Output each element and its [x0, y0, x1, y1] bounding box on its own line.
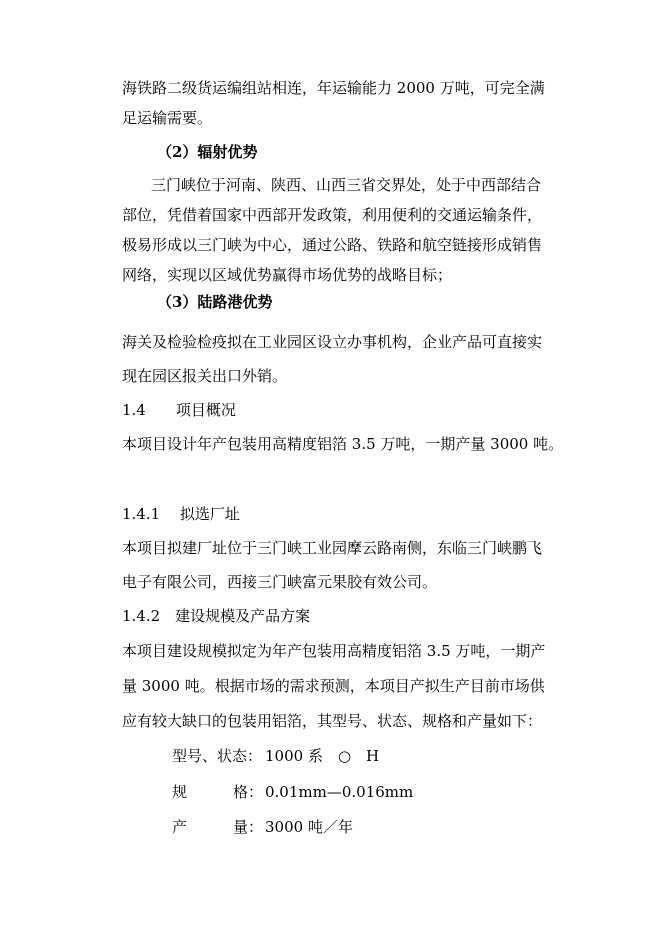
paragraph-line: 部位，凭借着国家中西部开发政策，利用便利的交通运输条件， — [122, 206, 543, 224]
paragraph-line: 海铁路二级货运编组站相连，年运输能力 2000 万吨，可完全满 — [122, 79, 545, 97]
section-heading-1-4-2: 1.4.2 建设规模及产品方案 — [122, 607, 311, 625]
paragraph-line: 足运输需要。 — [122, 109, 213, 127]
paragraph-line: 量 3000 吨。根据市场的需求预测，本项目产拟生产目前市场供 — [122, 677, 545, 695]
spec-size-label-suffix: 格： — [233, 783, 264, 801]
paragraph-line: 电子有限公司，西接三门峡富元果胶有效公司。 — [122, 573, 438, 591]
spec-size-label: 规 — [172, 783, 188, 801]
spec-type-label: 型号、状态： — [172, 747, 263, 765]
spec-output-label: 产 — [172, 818, 188, 836]
spec-output-value: 3000 吨／年 — [265, 818, 353, 836]
section-heading-1-4-1: 1.4.1 拟选厂址 — [122, 505, 240, 523]
paragraph-line: 三门峡位于河南、陕西、山西三省交界处，处于中西部结合 — [151, 176, 542, 194]
paragraph-line: 本项目拟建厂址位于三门峡工业园摩云路南侧，东临三门峡鹏飞 — [122, 539, 543, 557]
spec-type-value: 1000 系 ○ H — [265, 747, 380, 765]
subheading-landport: （3）陆路港优势 — [157, 293, 273, 311]
spec-output-label-suffix: 量： — [233, 818, 264, 836]
paragraph-line: 本项目建设规模拟定为年产包装用高精度铝箔 3.5 万吨，一期产 — [122, 642, 546, 660]
paragraph-line: 极易形成以三门峡为中心，通过公路、铁路和航空链接形成销售 — [122, 236, 543, 254]
paragraph-line: 应有较大缺口的包装用铝箔，其型号、状态、规格和产量如下： — [122, 712, 543, 730]
subheading-radiation: （2）辐射优势 — [157, 143, 258, 161]
paragraph-line: 现在园区报关出口外销。 — [122, 367, 288, 385]
paragraph-line: 海关及检验检疫拟在工业园区设立办事机构，企业产品可直接实 — [122, 333, 543, 351]
spec-size-value: 0.01mm—0.016mm — [265, 783, 414, 801]
paragraph-line: 网络，实现以区域优势赢得市场优势的战略目标； — [122, 266, 453, 284]
section-heading-1-4: 1.4 项目概况 — [122, 401, 236, 419]
paragraph-line: 本项目设计年产包装用高精度铝箔 3.5 万吨，一期产量 3000 吨。 — [122, 435, 564, 453]
